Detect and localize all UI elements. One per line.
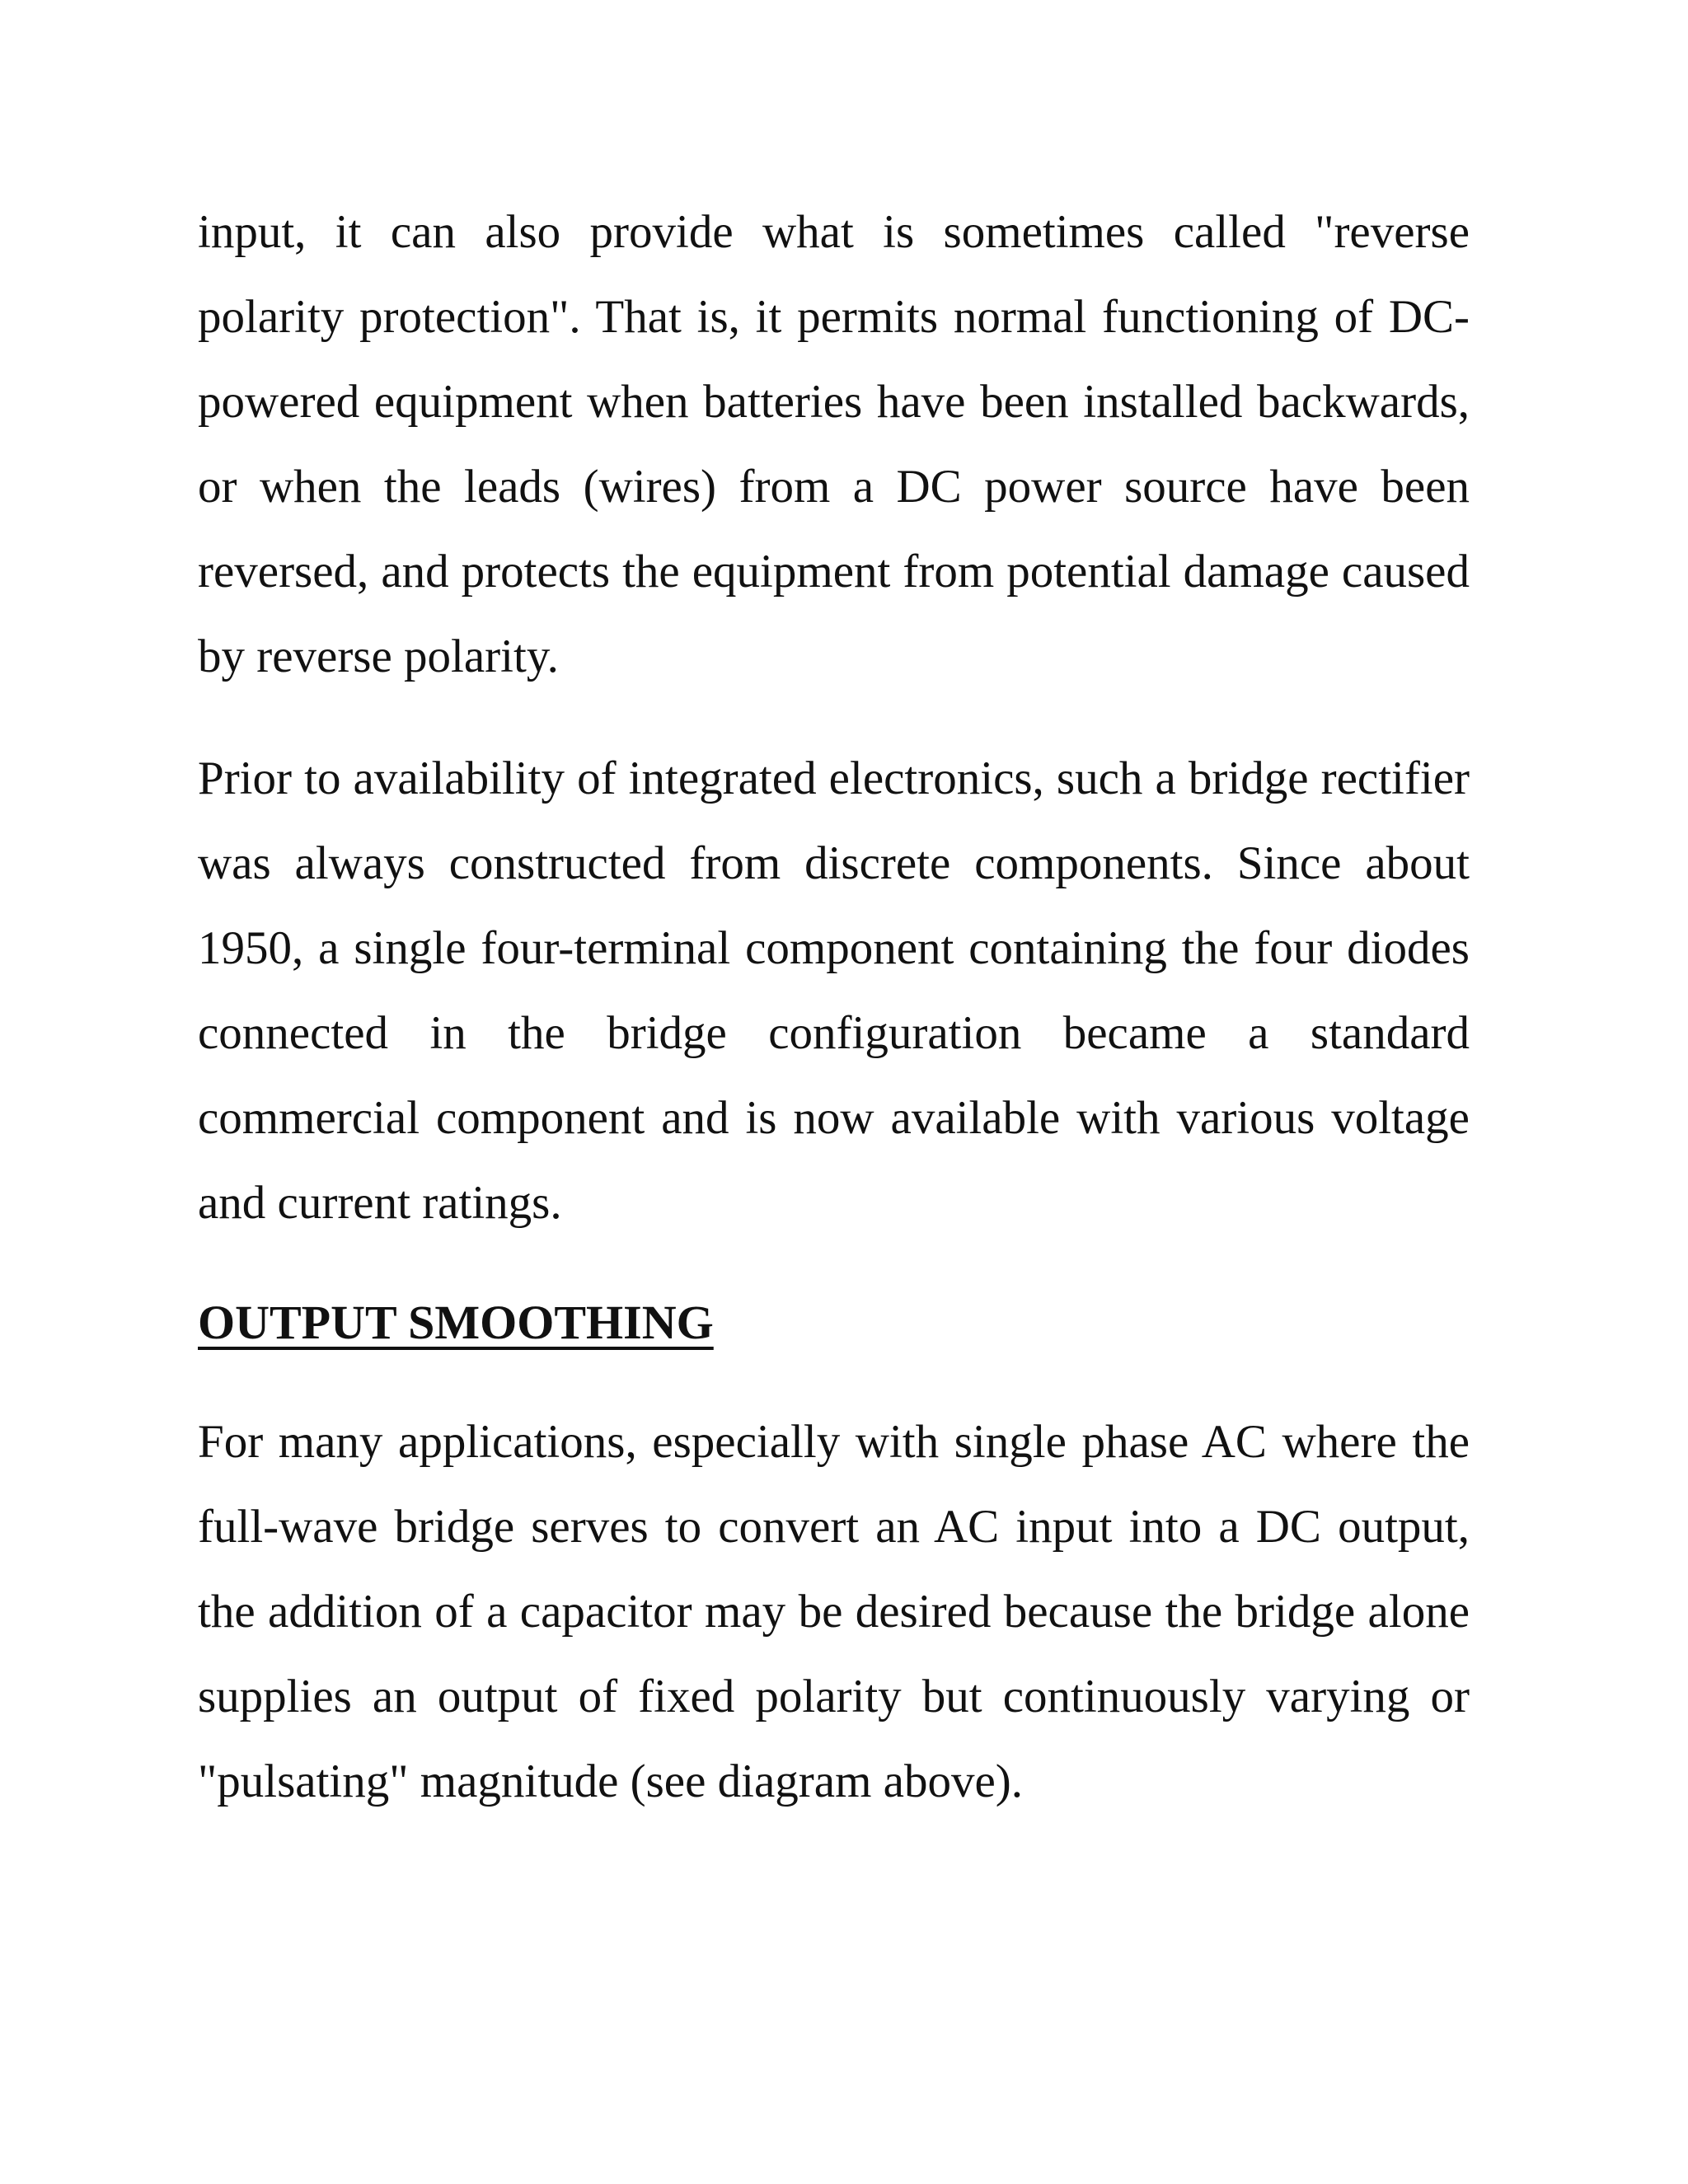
body-paragraph-reverse-polarity: input, it can also provide what is sometimes called "reverse polarity protection". That is, it permits normal functioning of DC-powered equipment when batteries have been installed backwards, or when the leads (wires) from a DC power source have been reversed, and protects the equipment from potential damage caused by reverse polarity. bbox=[198, 206, 1470, 682]
body-paragraph-bridge-history: Prior to availability of integrated electronics, such a bridge rectifier was always constructed from discrete components. Since about 1950, a single four-terminal component containing the four diodes connected in the bridge configuration became a standard commercial component and is now available with various voltage and current ratings. bbox=[198, 752, 1470, 1229]
document-page bbox=[198, 190, 1470, 1824]
body-paragraph-output-smoothing: For many applications, especially with single phase AC where the full-wave bridge serves to convert an AC input into a DC output, the addition of a capacitor may be desired because the bridge alone supplies an output of fixed polarity but continuously varying or "pulsating" magnitude (see diagram above). bbox=[198, 1416, 1470, 1807]
section-heading-output-smoothing: OUTPUT SMOOTHING bbox=[198, 1296, 714, 1349]
